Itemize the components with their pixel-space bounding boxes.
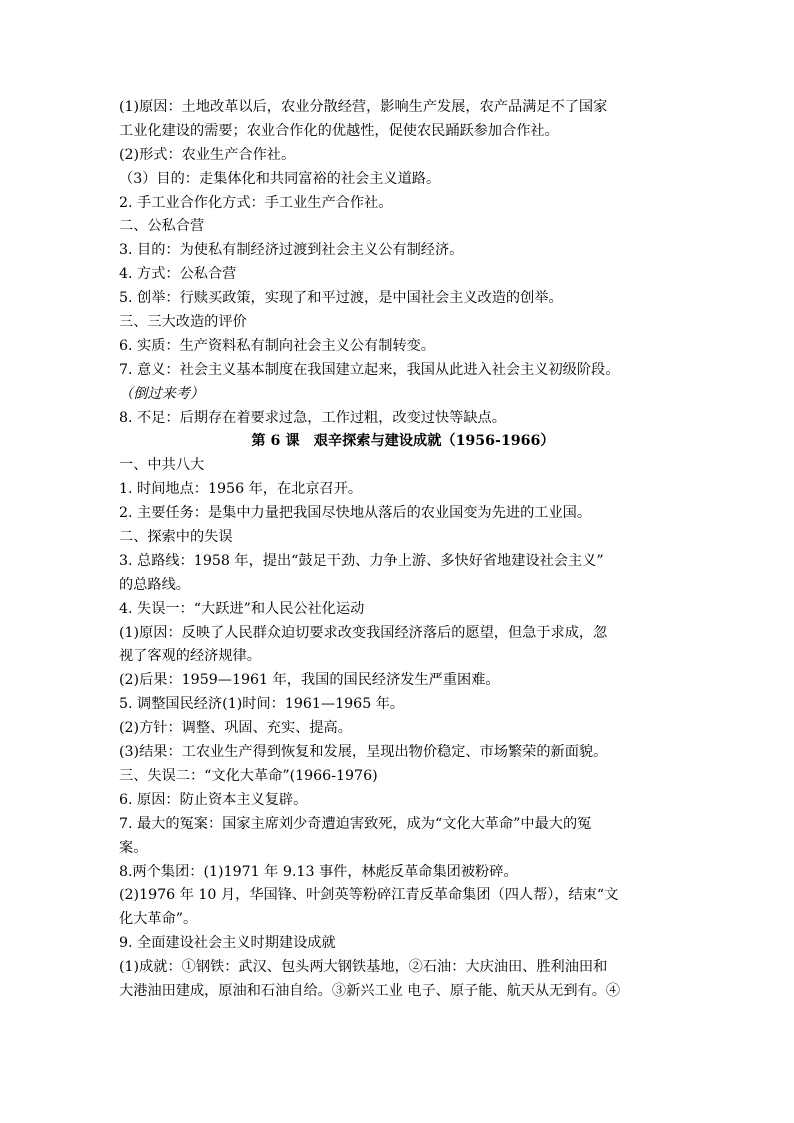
text-line: 6. 实质：生产资料私有制向社会主义公有制转变。 xyxy=(119,337,435,354)
section-heading: 三、三大改造的评价 xyxy=(119,314,247,331)
text-line: 5. 调整国民经济(1)时间：1961—1965 年。 xyxy=(119,696,405,713)
text-line: 工业化建设的需要；农业合作化的优越性，促使农民踊跃参加合作社。 xyxy=(119,122,559,139)
text-line: 的总路线。 xyxy=(119,576,190,593)
text-line: 8. 不足：后期存在着要求过急，工作过粗，改变过快等缺点。 xyxy=(119,409,506,426)
text-line: 3. 目的：为使私有制经济过渡到社会主义公有制经济。 xyxy=(119,242,464,259)
text-line: (1)原因：反映了人民群众迫切要求改变我国经济落后的愿望，但急于求成，忽 xyxy=(119,624,608,641)
text-line: 大港油田建成，原油和石油自给。③新兴工业 电子、原子能、航天从无到有。④ xyxy=(119,982,621,999)
document-page xyxy=(119,96,687,1004)
text-line: 8.两个集团：(1)1971 年 9.13 事件，林彪反革命集团被粉碎。 xyxy=(119,863,518,880)
section-heading: 二、公私合营 xyxy=(119,218,205,235)
text-line: (2)1976 年 10 月，华国锋、叶剑英等粉碎江青反革命集团（四人帮），结束“文 xyxy=(119,887,619,904)
section-heading: 三、失误二：“文化大革命”(1966-1976) xyxy=(119,767,378,784)
text-line: 案。 xyxy=(119,839,148,856)
text-line: (2)方针：调整、巩固、充实、提高。 xyxy=(119,720,352,737)
note-line: （倒过来考） xyxy=(119,385,205,402)
text-line: 9. 全面建设社会主义时期建设成就 xyxy=(119,935,336,952)
text-line: 6. 原因：防止资本主义复辟。 xyxy=(119,791,308,808)
text-line: 4. 方式：公私合营 xyxy=(119,266,237,283)
text-line: 5. 创举：行赎买政策，实现了和平过渡，是中国社会主义改造的创举。 xyxy=(119,290,563,307)
text-line: (2)后果：1959—1961 年，我国的国民经济发生严重困难。 xyxy=(119,672,500,689)
text-line: 2. 主要任务：是集中力量把我国尽快地从落后的农业国变为先进的工业国。 xyxy=(119,505,592,522)
section-heading: 一、中共八大 xyxy=(119,457,205,474)
text-line: 7. 最大的冤案：国家主席刘少奇遭迫害致死，成为“文化大革命”中最大的冤 xyxy=(119,815,592,832)
text-line: 化大革命”。 xyxy=(119,911,198,928)
text-line: (1)原因：土地改革以后，农业分散经营，影响生产发展，农产品满足不了国家 xyxy=(119,99,608,115)
text-line: (2)形式：农业生产合作社。 xyxy=(119,146,296,163)
text-line: 7. 意义：社会主义基本制度在我国建立起来，我国从此进入社会主义初级阶段。 xyxy=(119,361,620,378)
section-heading: 二、探索中的失误 xyxy=(119,529,233,546)
text-line: (1)成就：①钢铁：武汉、包头两大钢铁基地，②石油：大庆油田、胜利油田和 xyxy=(119,959,608,976)
text-line: 视了客观的经济规律。 xyxy=(119,648,261,665)
text-line: 1. 时间地点：1956 年，在北京召开。 xyxy=(119,481,363,498)
text-line: (3)结果：工农业生产得到恢复和发展，呈现出物价稳定、市场繁荣的新面貌。 xyxy=(119,744,608,761)
text-line: 4. 失误一：“大跃进”和人民公社化运动 xyxy=(119,600,365,617)
text-line: 3. 总路线：1958 年，提出“鼓足干劲、力争上游、多快好省地建设社会主义” xyxy=(119,552,604,569)
lesson-title: 第 6 课 艰辛探索与建设成就（1956-1966） xyxy=(251,433,555,450)
text-line: （3）目的：走集体化和共同富裕的社会主义道路。 xyxy=(119,170,441,187)
text-line: 2. 手工业合作化方式：手工业生产合作社。 xyxy=(119,194,393,211)
